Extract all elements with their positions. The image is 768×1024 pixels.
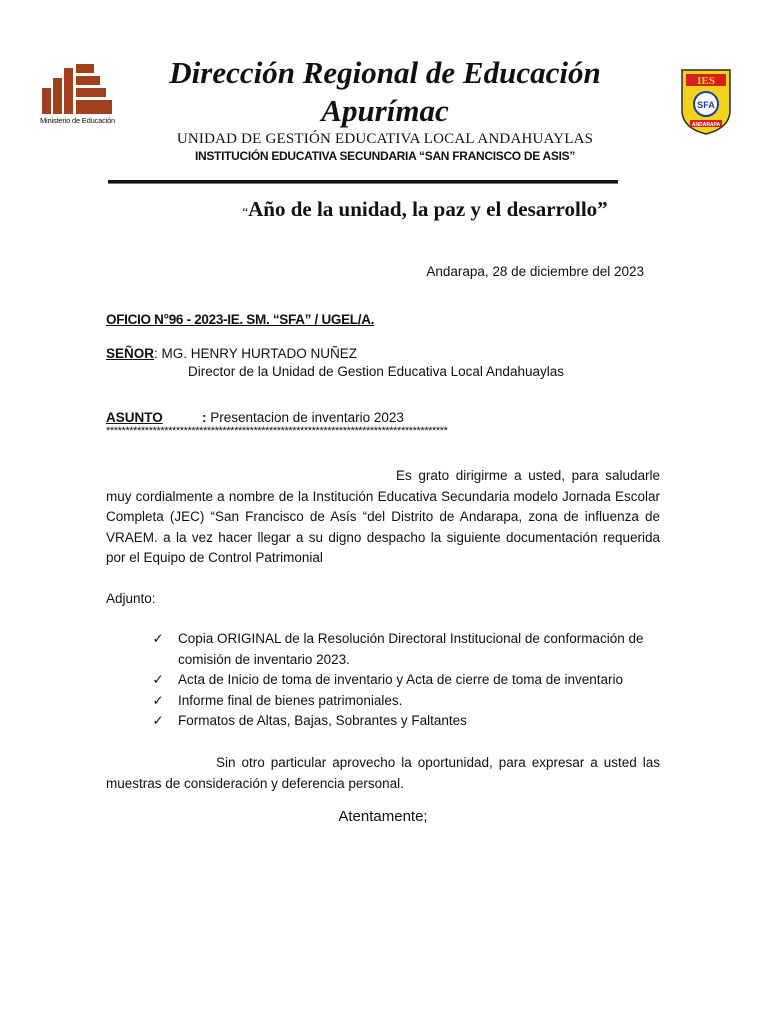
crest-top-text: IES	[697, 75, 715, 87]
motto-text: Año de la unidad, la paz y el desarrollo”	[248, 197, 608, 221]
reference-number: OFICIO N°96 - 2023-IE. SM. “SFA” / UGEL/A.	[106, 312, 375, 327]
recipient-block	[106, 345, 564, 381]
attachments-list	[150, 629, 660, 732]
attached-label: Adjunto:	[106, 591, 156, 606]
crest-bottom-text: ANDARAPA	[691, 122, 721, 128]
list-item	[150, 670, 660, 691]
body-paragraph-1: Es grato dirigirme a usted, para saludarle muy cordialmente a nombre de la Institución Educativa Secundaria modelo Jornada Escolar Completa (JEC) “San Francisco de Asís “del Distrito de Andarapa, zona de influenza de VRAEM. a la vez hacer llegar a su digno despacho la siguiente documentación requerida por el Equipo de Control Patrimonial	[106, 468, 660, 565]
check-icon: ✓	[152, 713, 164, 728]
list-item	[150, 691, 660, 712]
header-divider	[108, 180, 618, 184]
recipient-role: Director de la Unidad de Gestion Educativa Local Andahuaylas	[188, 364, 564, 379]
motto-open-quote: “	[242, 204, 249, 219]
school-crest-shield	[680, 68, 732, 136]
subject-colon: :	[202, 410, 207, 425]
check-icon: ✓	[152, 692, 164, 708]
page-title: Dirección Regional de Educación Apurímac	[169, 55, 601, 128]
school-crest	[680, 68, 732, 136]
check-icon: ✓	[152, 672, 164, 687]
crest-center-text: SFA	[697, 100, 715, 110]
school-name: INSTITUCIÓN EDUCATIVA SECUNDARIA “SAN FRANCISCO DE ASIS”	[194, 149, 576, 163]
list-item	[150, 711, 660, 732]
subject-line	[106, 410, 404, 425]
ministry-logo-mark	[40, 64, 116, 116]
ministry-logo-caption: Ministerio de Educación	[40, 116, 116, 125]
list-item	[150, 629, 660, 670]
attachment-text: Acta de Inicio de toma de inventario y Acta de cierre de toma de inventario	[178, 672, 624, 687]
date-line: Andarapa, 28 de diciembre del 2023	[426, 264, 644, 279]
year-motto	[150, 197, 700, 222]
ministry-logo	[40, 64, 116, 128]
recipient-label: SEÑOR	[106, 346, 155, 361]
body-paragraph-2: Sin otro particular aprovecho la oportunidad, para expresar a usted las muestras de consideración y deferencia personal.	[106, 755, 660, 791]
subject-text: Presentacion de inventario 2023	[206, 410, 404, 425]
attachment-text: Copia ORIGINAL de la Resolución Directoral Institucional de conformación de comisión de inventario 2023.	[178, 631, 644, 667]
attachment-text: Informe final de bienes patrimoniales.	[178, 692, 403, 708]
closing-salutation: Atentamente;	[338, 808, 428, 825]
check-icon: ✓	[152, 631, 164, 646]
ugel-name: UNIDAD DE GESTIÓN EDUCATIVA LOCAL ANDAHUAYLAS	[176, 131, 594, 147]
attachment-text: Formatos de Altas, Bajas, Sobrantes y Faltantes	[178, 713, 467, 728]
recipient-name: : MG. HENRY HURTADO NUÑEZ	[154, 346, 358, 361]
subject-label: ASUNTO	[106, 410, 163, 425]
separator-line: ****************************************************************************************	[106, 425, 448, 437]
